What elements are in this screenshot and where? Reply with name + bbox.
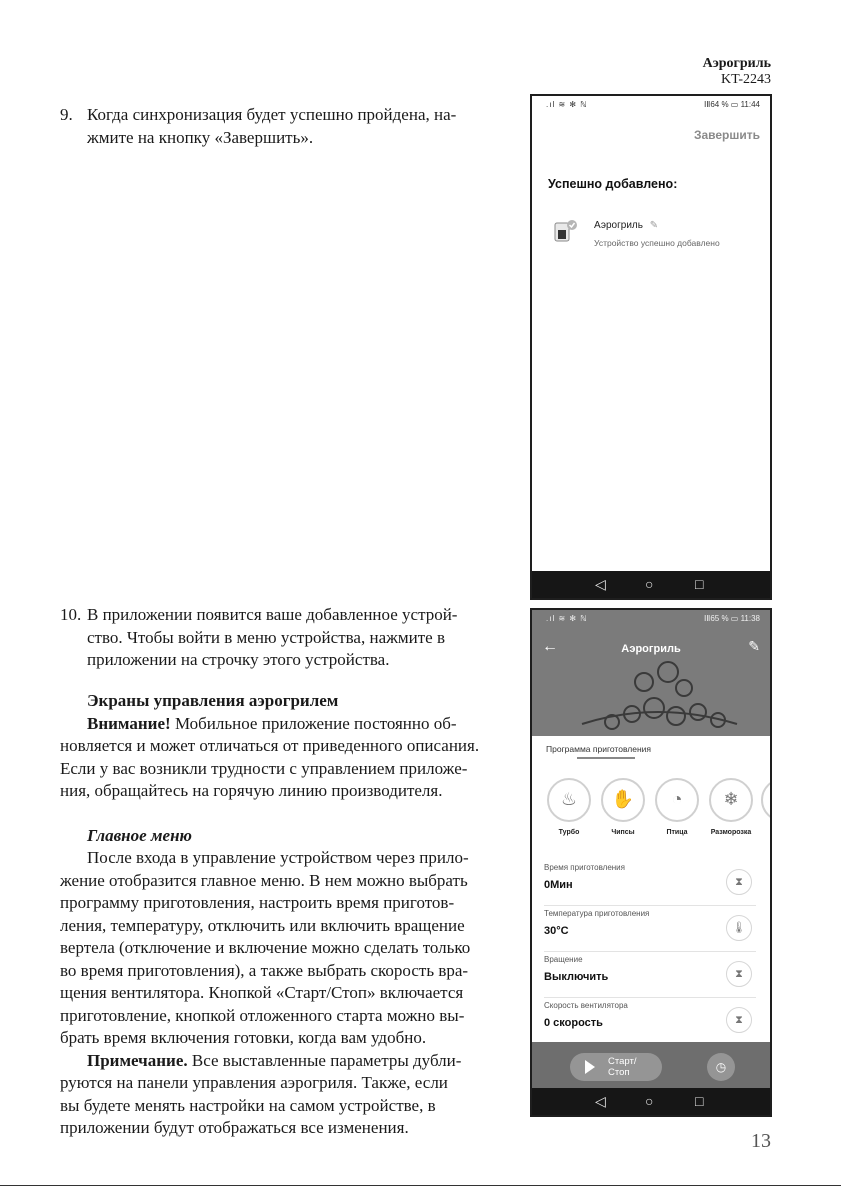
subheading: Главное меню — [87, 825, 192, 845]
fries-icon: ✋ — [611, 789, 635, 809]
signal-icons: .ıl ≋ ✻ ℕ — [546, 100, 588, 109]
step-line: В приложении появится ваше добавленное устрой- — [87, 605, 458, 624]
program-label: Разморозка — [710, 829, 752, 836]
paragraph-line: брать время включения готовки, когда вам удобно. — [60, 1028, 427, 1047]
step-line: Когда синхронизация будет успешно пройдена, на- — [87, 105, 457, 124]
recent-apps-icon[interactable]: □ — [695, 576, 704, 592]
step-9 — [60, 104, 516, 149]
step-number: 9. — [60, 105, 73, 124]
device-name: Аэрогриль — [594, 220, 643, 231]
setting-cook-time[interactable] — [544, 861, 756, 906]
play-icon — [585, 1060, 595, 1074]
setting-value: 30°C — [544, 925, 569, 937]
edit-icon[interactable]: ✎ — [748, 638, 760, 654]
section-heading: Экраны управления аэрогрилем — [87, 691, 339, 710]
hero-banner — [532, 610, 770, 736]
finish-button[interactable]: Завершить — [693, 128, 760, 142]
air-fryer-icon — [552, 219, 578, 245]
note-line: руются на панели управления аэрогриля. Также, если — [60, 1073, 448, 1092]
program-label: Птица — [666, 829, 688, 836]
hourglass-icon[interactable]: ⧗ — [726, 961, 752, 987]
paragraph-line: щения вентилятора. Кнопкой «Старт/Стоп» включается — [60, 983, 464, 1002]
program-more-button[interactable] — [761, 778, 772, 822]
step-number: 10. — [60, 605, 82, 624]
delayed-start-button[interactable] — [707, 1053, 735, 1081]
phone-screenshot-added — [530, 94, 772, 600]
note-line: приложении будут отображаться все изменения. — [60, 1118, 409, 1137]
paragraph-line: приготовление, кнопкой отложенного старта можно вы- — [60, 1005, 465, 1025]
phone-screenshot-main-menu — [530, 608, 772, 1117]
status-bar — [532, 610, 770, 628]
header-product: Аэрогриль — [702, 56, 771, 71]
paragraph-line: вертела (отключение и включение можно сделать только — [60, 938, 471, 957]
step-line: приложении на строчку этого устройства. — [87, 650, 390, 669]
turbo-icon: ♨ — [560, 789, 578, 809]
setting-label: Вращение — [544, 955, 583, 964]
device-row[interactable] — [594, 220, 658, 231]
footer-divider — [0, 1185, 841, 1186]
program-label: Турбо — [558, 829, 580, 836]
signal-icons: .ıl ≋ ✻ ℕ — [546, 614, 588, 623]
page-header — [703, 56, 771, 88]
home-nav-icon[interactable]: ○ — [645, 576, 654, 592]
tab-cooking-program[interactable]: Программа приготовления — [546, 744, 652, 754]
back-nav-icon[interactable]: ◁ — [595, 1093, 606, 1109]
setting-value: 0Мин — [544, 879, 573, 891]
poultry-icon: ◔ — [671, 789, 683, 809]
back-nav-icon[interactable]: ◁ — [595, 576, 606, 592]
paragraph-line: программу приготовления, настроить время приготов- — [60, 893, 455, 912]
note-label: Примечание. — [87, 1050, 188, 1070]
attention-label: Внимание! — [87, 713, 171, 733]
timer-icon: ◷ — [715, 1060, 727, 1074]
paragraph-line: во время приготовления), а также выбрать скорость вра- — [60, 960, 469, 980]
step-line: жмите на кнопку «Завершить». — [87, 127, 314, 147]
control-bar — [532, 1042, 770, 1092]
setting-temperature[interactable] — [544, 907, 756, 952]
program-turbo-button[interactable] — [547, 778, 591, 822]
hourglass-icon[interactable]: ⧗ — [726, 1007, 752, 1033]
setting-rotation[interactable] — [544, 953, 756, 998]
paragraph-line: ления, температуру, отключить или включить вращение — [60, 915, 465, 935]
program-fries-button[interactable] — [601, 778, 645, 822]
start-stop-button[interactable] — [570, 1053, 662, 1081]
success-title: Успешно добавлено: — [548, 177, 678, 191]
tab-underline — [577, 757, 635, 759]
attention-line: Внимание! Мобильное приложение постоянно об- — [87, 713, 457, 733]
note-line: Примечание. Все выставленные параметры дубли- — [87, 1050, 462, 1070]
attention-line: ния, обращайтесь на горячую линию производителя. — [60, 781, 443, 800]
home-nav-icon[interactable]: ○ — [645, 1093, 654, 1109]
program-poultry-button[interactable] — [655, 778, 699, 822]
program-defrost-button[interactable] — [709, 778, 753, 822]
attention-line: Если у вас возникли трудности с управлением приложе- — [60, 758, 468, 778]
page-number: 13 — [751, 1130, 771, 1152]
setting-value: 0 скорость — [544, 1017, 603, 1029]
setting-label: Время приготовления — [544, 863, 625, 872]
note-line: вы будете менять настройки на самом устройстве, в — [60, 1095, 436, 1115]
setting-fan-speed[interactable] — [544, 999, 756, 1043]
setting-label: Скорость вентилятора — [544, 1001, 628, 1010]
back-arrow-icon[interactable]: ← — [542, 638, 558, 655]
status-bar — [532, 96, 770, 114]
section-body — [60, 690, 518, 1140]
paragraph-line: жение отобразится главное меню. В нем можно выбрать — [60, 870, 468, 890]
program-label: Чипсы — [611, 829, 635, 836]
edit-icon[interactable]: ✎ — [649, 220, 659, 231]
thermometer-icon[interactable]: 🌡 — [726, 915, 752, 941]
step-line: ство. Чтобы войти в меню устройства, нажмите в — [87, 627, 445, 647]
start-stop-label: Старт/ Стоп — [608, 1056, 637, 1078]
device-title: Аэрогриль — [621, 643, 681, 655]
setting-label: Температура приготовления — [544, 909, 650, 918]
step-10 — [60, 604, 518, 672]
recent-apps-icon[interactable]: □ — [695, 1093, 704, 1109]
hourglass-icon[interactable]: ⧗ — [726, 869, 752, 895]
paragraph-line: После входа в управление устройством через прило- — [87, 848, 469, 867]
header-model: KT-2243 — [720, 72, 771, 87]
setting-value: Выключить — [544, 971, 609, 983]
android-nav-bar — [532, 571, 770, 598]
device-status: Устройство успешно добавлено — [594, 238, 720, 248]
battery-clock: ⅠⅡ65 % ▭ 11:38 — [704, 614, 760, 623]
battery-clock: ⅠⅡ64 % ▭ 11:44 — [704, 100, 760, 109]
android-nav-bar — [532, 1088, 770, 1115]
attention-line: новляется и может отличаться от приведенного описания. — [60, 736, 480, 755]
snowflake-icon: ❄ — [723, 789, 739, 809]
popcorn-illustration — [572, 660, 742, 736]
